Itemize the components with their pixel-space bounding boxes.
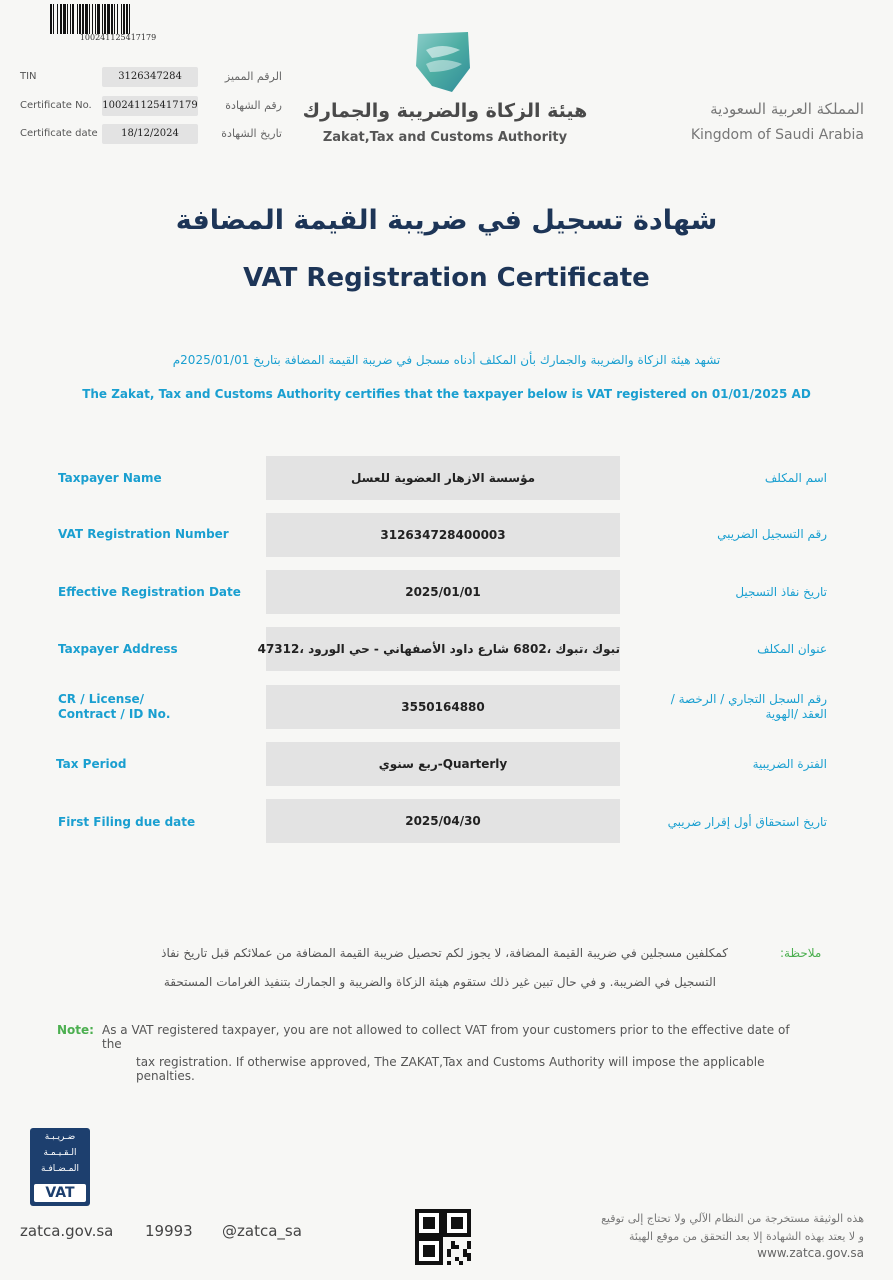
meta-value: 100241125417179 [102, 96, 198, 116]
field-label-effective-date-ar: تاريخ نفاذ التسجيل [735, 585, 827, 599]
note-text-ar-line1: كمكلفين مسجلين في ضريبة القيمة المضافة، لا يجوز لكم تحصيل ضريبة القيمة المضافة من عملائكم قبل تاريخ نفاذ [161, 946, 728, 960]
note-text-en-line2: tax registration. If otherwise approved, The ZAKAT,Tax and Customs Authority will impose the applicable penalties. [136, 1055, 765, 1083]
vat-logo-line: المـضـافـة [40, 1164, 80, 1174]
field-value-taxpayer-name: مؤسسة الازهار العضوية للعسل [266, 456, 620, 500]
qr-module [447, 1261, 451, 1265]
field-label-taxpayer-name: Taxpayer Name [58, 471, 162, 485]
meta-label-ar: تاريخ الشهادة [221, 127, 282, 140]
certification-statement-ar: تشهد هيئة الزكاة والضريبة والجمارك بأن المكلف أدناه مسجل في ضريبة القيمة المضافة بتاريخ 2025/01/01م [172, 353, 721, 367]
qr-finder [451, 1217, 463, 1229]
qr-finder [423, 1245, 435, 1257]
field-label-effective-date: Effective Registration Date [58, 585, 241, 599]
field-value-cr-number: 3550164880 [266, 685, 620, 729]
footer-social-handle[interactable]: @zatca_sa [222, 1222, 302, 1240]
kingdom-name-en: Kingdom of Saudi Arabia [690, 127, 864, 143]
qr-module [467, 1241, 471, 1245]
field-label-vat-number-ar: رقم التسجيل الضريبي [717, 527, 827, 541]
field-label-cr-number-ar: رقم السجل التجاري / الرخصة / العقد /الهوية [670, 692, 827, 721]
vat-logo-icon [30, 1128, 90, 1206]
meta-row-certificate-date [20, 124, 282, 144]
field-label-tax-period: Tax Period [56, 757, 127, 771]
qr-module [459, 1261, 463, 1265]
meta-row-tin [20, 67, 282, 87]
qr-module [463, 1253, 467, 1257]
certificate-title-en: VAT Registration Certificate [243, 263, 650, 293]
field-label-tax-period-ar: الفترة الضريبية [752, 757, 827, 771]
authority-name-en: Zakat,Tax and Customs Authority [322, 130, 568, 145]
footer-disclaimer-line1: هذه الوثيقة مستخرجة من النظام الآلي ولا تحتاج إلى توقيع [601, 1212, 864, 1225]
note-text-en-line1: As a VAT registered taxpayer, you are not allowed to collect VAT from your customers prior to the effective date of the [102, 1023, 790, 1051]
note-text-ar-line2: التسجيل في الضريبة. و في حال تبين غير ذلك ستقوم هيئة الزكاة والضريبة و الجمارك بتنفيذ الغرامات المستحقة [163, 975, 716, 989]
meta-row-certificate-no [20, 96, 282, 116]
meta-label-en: TIN [20, 71, 37, 82]
meta-label-ar: الرقم المميز [224, 70, 282, 83]
field-value-first-filing: 2025/04/30 [266, 799, 620, 843]
barcode [50, 4, 186, 34]
authority-name-ar: هيئة الزكاة والضريبة والجمارك [302, 100, 588, 122]
footer-website[interactable]: zatca.gov.sa [20, 1222, 114, 1240]
qr-finder [423, 1217, 435, 1229]
field-value-tax-period: ربع سنوي-Quarterly [266, 742, 620, 786]
vat-logo-line: ضـريـبـة [44, 1132, 76, 1142]
meta-label-en: Certificate date [20, 128, 98, 139]
meta-label-en: Certificate No. [20, 100, 92, 111]
field-label-vat-number: VAT Registration Number [58, 527, 229, 541]
footer-disclaimer-line2: و لا يعتد بهذه الشهادة إلا بعد التحقق من موقع الهيئة [629, 1230, 864, 1243]
field-label-first-filing-ar: تاريخ استحقاق أول إقرار ضريبي [667, 815, 827, 829]
qr-module [447, 1253, 451, 1257]
qr-module [467, 1245, 471, 1249]
qr-module [455, 1257, 459, 1261]
qr-module [447, 1249, 451, 1253]
meta-value: 18/12/2024 [102, 124, 198, 144]
kingdom-name-ar: المملكة العربية السعودية [710, 100, 864, 118]
meta-label-ar: رقم الشهادة [225, 99, 282, 112]
note-label-en: Note: [57, 1023, 94, 1037]
field-label-first-filing: First Filing due date [58, 815, 196, 829]
field-label-address-ar: عنوان المكلف [757, 642, 827, 656]
footer-phone: 19993 [145, 1222, 193, 1240]
vat-logo-line: الـقـيـمـة [43, 1148, 77, 1158]
barcode-bar [130, 4, 133, 34]
field-label-address: Taxpayer Address [58, 642, 178, 656]
field-value-effective-date: 2025/01/01 [266, 570, 620, 614]
qr-module [455, 1245, 459, 1249]
meta-value: 3126347284 [102, 67, 198, 87]
qr-module [467, 1253, 471, 1257]
qr-module [451, 1241, 455, 1245]
barcode-number: 100241125417179 [79, 33, 157, 42]
field-value-address: تبوك ،تبوك ،6802 شارع داود الأصفهاني - حي الورود ،47312 [266, 627, 620, 671]
vat-logo-badge: VAT [34, 1184, 86, 1202]
qr-module [451, 1245, 455, 1249]
qr-module [463, 1249, 467, 1253]
field-label-taxpayer-name-ar: اسم المكلف [764, 471, 827, 485]
field-label-cr-number: CR / License/ Contract / ID No. [58, 692, 171, 721]
zatca-logo-icon [412, 28, 474, 98]
field-value-vat-number: 312634728400003 [266, 513, 620, 557]
certification-statement-en: The Zakat, Tax and Customs Authority certifies that the taxpayer below is VAT registered on 01/01/2025 AD [82, 387, 811, 401]
certificate-title-ar: شهادة تسجيل في ضريبة القيمة المضافة [175, 205, 718, 236]
note-label-ar: ملاحظة: [780, 946, 822, 960]
footer-url[interactable]: www.zatca.gov.sa [757, 1246, 864, 1260]
qr-module [467, 1257, 471, 1261]
qr-code-icon [415, 1209, 471, 1265]
